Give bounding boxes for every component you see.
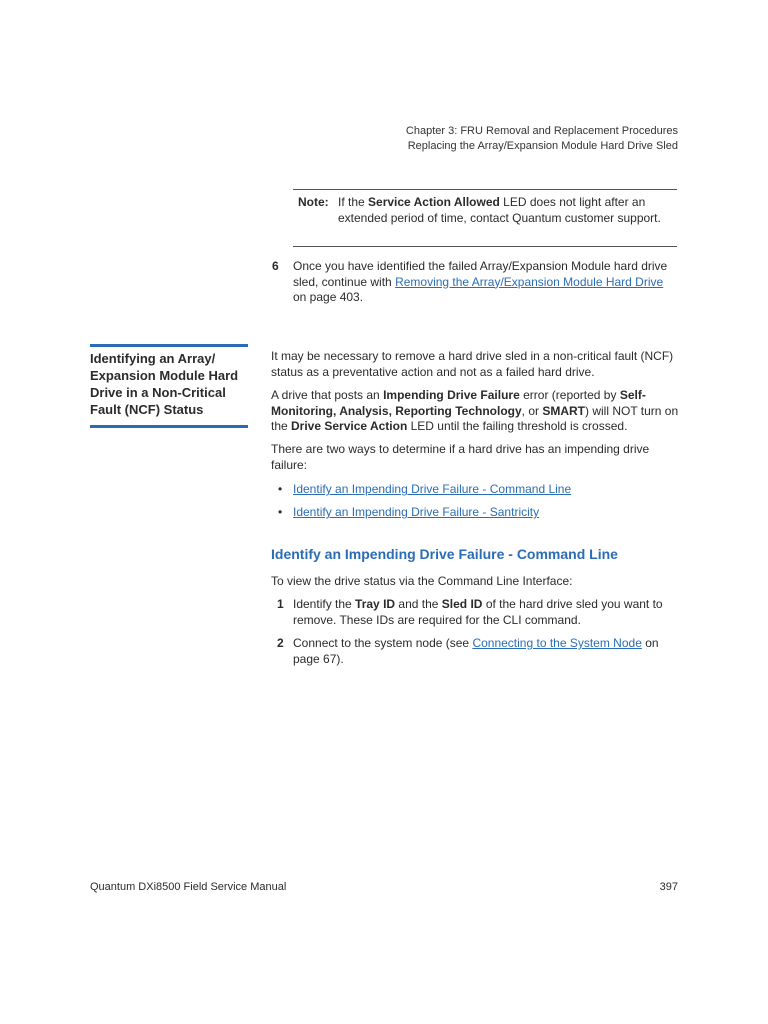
step-number: 2 <box>277 636 284 650</box>
connecting-system-node-link[interactable]: Connecting to the System Node <box>472 636 642 650</box>
paragraph-emphasis: SMART <box>542 403 586 418</box>
step-text-part: Once you have identified the failed Array/Expansion Module hard drive sled, continue with <box>293 259 668 289</box>
step-text-part: on page 403. <box>293 290 364 304</box>
paragraph-cli-intro: To view the drive status via the Command Line Interface: <box>271 574 573 588</box>
step-text: and the <box>395 597 442 611</box>
note-text <box>338 195 673 226</box>
paragraph-emphasis: Drive Service Action <box>291 419 408 433</box>
section-sidebar <box>90 344 248 428</box>
list-item <box>271 505 681 521</box>
page-number: 397 <box>659 881 678 893</box>
paragraph-emphasis: Impending Drive Failure <box>383 388 520 402</box>
paragraph-text: , or <box>521 403 543 418</box>
command-line-link[interactable]: Identify an Impending Drive Failure - Command Line <box>293 482 572 496</box>
list-item <box>271 482 681 498</box>
step-text <box>293 259 678 306</box>
procedure-step-1 <box>271 597 681 628</box>
footer-manual-title: Quantum DXi8500 Field Service Manual <box>90 881 287 893</box>
note-box <box>293 189 677 247</box>
step-number: 6 <box>272 259 279 273</box>
bullet-list <box>271 482 681 528</box>
step-emphasis: Tray ID <box>355 597 396 611</box>
note-label: Note: <box>298 195 329 209</box>
running-header <box>406 124 678 153</box>
paragraph-text: error (reported by <box>519 388 620 402</box>
subsection-heading: Identify an Impending Drive Failure - Command Line <box>271 546 618 562</box>
paragraph-two-ways: There are two ways to determine if a hard drive has an impending drive failure: <box>271 442 650 472</box>
step-text: on page 67). <box>293 636 659 666</box>
step-emphasis: Sled ID <box>441 597 483 611</box>
paragraph-text: LED until the failing threshold is crossed. <box>407 419 628 433</box>
section-title: Replacing the Array/Expansion Module Hard Drive Sled <box>407 139 678 152</box>
paragraph-smart <box>271 388 681 435</box>
removing-hard-drive-link[interactable]: Removing the Array/Expansion Module Hard Drive <box>395 274 664 289</box>
section-heading: Identifying an Array/ Expansion Module Hard Drive in a Non-Critical Fault (NCF) Status <box>90 351 239 417</box>
step-text: of the hard drive sled you want to remove. These IDs are required for the CLI command. <box>293 597 663 627</box>
paragraph-text: ) will NOT turn on the <box>271 403 679 433</box>
procedure-steps <box>271 597 681 675</box>
chapter-title: Chapter 3: FRU Removal and Replacement Procedures <box>405 125 678 137</box>
santricity-link[interactable]: Identify an Impending Drive Failure - Santricity <box>293 505 540 519</box>
procedure-step-2 <box>271 636 681 667</box>
paragraph-emphasis: Self-Monitoring, Analysis, Reporting Technology <box>271 388 646 418</box>
paragraph-ncf-intro: It may be necessary to remove a hard drive sled in a non-critical fault (NCF) status as a preventative action and not as a failed hard drive. <box>271 349 674 379</box>
step-text: Connect to the system node (see <box>293 636 473 650</box>
step-number: 1 <box>277 597 284 611</box>
note-text-part: If the <box>338 195 369 209</box>
step-text: Identify the <box>293 597 356 611</box>
bullet-marker: • <box>278 482 283 496</box>
bullet-marker: • <box>278 505 283 519</box>
note-text-part: LED does not light after an extended period of time, contact Quantum customer support. <box>338 195 661 225</box>
paragraph-text: A drive that posts an <box>271 388 384 402</box>
note-emphasis: Service Action Allowed <box>368 195 500 209</box>
